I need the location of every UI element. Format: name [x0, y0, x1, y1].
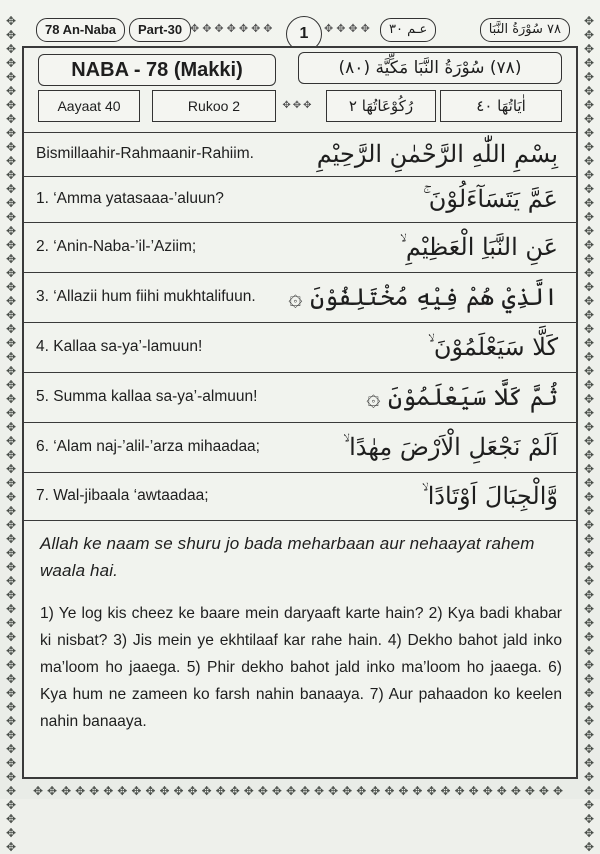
verse-arabic: ثُمَّ كَلَّا سَيَعْلَمُوْنَ ۞: [366, 383, 558, 411]
surah-title-block: [24, 48, 576, 133]
verse-arabic: كَلَّا سَيَعْلَمُوْنَ ۙ: [427, 333, 558, 361]
verse-arabic: عَنِ النَّبَاِ الْعَظِيْمِ ۙ: [399, 233, 558, 261]
surah-title-arabic: (٧٨) سُوْرَةُ النَّبَا مَكِّيَّة (٨٠): [298, 52, 562, 84]
part-number-arabic-pill: عـم ٣٠: [380, 18, 436, 42]
verse-arabic: وَّالْجِبَالَ اَوْتَادًا ۙ: [421, 482, 558, 510]
verse-transliteration: 1. ‘Amma yatasaaa-’aluun?: [36, 190, 224, 207]
surah-title-english: NABA - 78 (Makki): [38, 54, 276, 86]
verse-row: [24, 422, 576, 473]
left-ornament-border: ✥ ✥ ✥ ✥ ✥ ✥ ✥ ✥ ✥ ✥ ✥ ✥ ✥ ✥ ✥ ✥ ✥ ✥ ✥ ✥ ✥ ✥ ✥ ✥ ✥ ✥ ✥ ✥ ✥ ✥ ✥ ✥ ✥ ✥ ✥ ✥ ✥ ✥ ✥ ✥ ✥ ✥ ✥ ✥ ✥ ✥ ✥ ✥ ✥ ✥ ✥ ✥ ✥ ✥ ✥ ✥ ✥ ✥ ✥ ✥: [5, 14, 17, 854]
page-number: 1: [286, 16, 322, 52]
title-ornament: ✥✥✥: [282, 100, 314, 111]
verse-row: [24, 222, 576, 273]
translation-section: [40, 530, 562, 735]
running-header: [22, 16, 578, 44]
verse-transliteration: 4. Kallaa sa-ya’-lamuun!: [36, 338, 203, 355]
verse-arabic: عَمَّ يَتَسَآءَلُوْنَ ۚ: [422, 185, 558, 213]
header-ornament-right: ✥✥✥✥: [324, 22, 373, 35]
verse-row: [24, 322, 576, 373]
bottom-ornament-border: ✥✥✥✥✥✥✥✥✥✥✥✥✥✥✥✥✥✥✥✥✥✥✥✥✥✥✥✥✥✥✥✥✥✥✥✥✥✥: [32, 784, 568, 798]
bismillah-arabic: بِسْمِ اللّٰهِ الرَّحْمٰنِ الرَّحِيْمِ: [316, 140, 558, 168]
verse-transliteration: 7. Wal-jibaala ‘awtaadaa;: [36, 487, 209, 504]
bismillah-transliteration: Bismillaahir-Rahmaanir-Rahiim.: [36, 145, 254, 162]
header-ornament-left: ✥✥✥✥✥✥✥: [190, 22, 276, 35]
right-ornament-border: ✥ ✥ ✥ ✥ ✥ ✥ ✥ ✥ ✥ ✥ ✥ ✥ ✥ ✥ ✥ ✥ ✥ ✥ ✥ ✥ ✥ ✥ ✥ ✥ ✥ ✥ ✥ ✥ ✥ ✥ ✥ ✥ ✥ ✥ ✥ ✥ ✥ ✥ ✥ ✥ ✥ ✥ ✥ ✥ ✥ ✥ ✥ ✥ ✥ ✥ ✥ ✥ ✥ ✥ ✥ ✥ ✥ ✥ ✥ ✥: [583, 14, 595, 854]
verse-transliteration: 3. ‘Allazii hum fiihi mukhtalifuun.: [36, 288, 256, 305]
verse-row: [24, 372, 576, 423]
surah-name-arabic-pill: ٧٨ سُوْرَةُ النَّبَا: [480, 18, 570, 42]
part-number-pill: Part-30: [129, 18, 191, 42]
verse-row: [24, 176, 576, 223]
bismillah-translation: Allah ke naam se shuru jo bada meharbaan aur nehaayat rahem waala hai.: [40, 534, 535, 580]
content-frame: [22, 46, 578, 779]
verse-row: [24, 472, 576, 521]
surah-name-pill: 78 An-Naba: [36, 18, 125, 42]
verses-translation: 1) Ye log kis cheez ke baare mein daryaaft karte hain? 2) Kya badi khabar ki nisbat? 3) Jis mein ye ekhtilaaf kar rahe hain. 4) Dekho bahot jald inko ma’loom ho jaaega. 5) Phir dekho bahot jald inko ma’loom ho jaaega. 6) Kya hum ne zameen ko farsh nahin banaaya. 7) Aur pahaadon ko keelen nahin banaaya.: [40, 605, 562, 730]
rukoo-count-arabic: رُكُوْعَاتُهَا ٢: [326, 90, 436, 122]
verse-transliteration: 2. ‘Anin-Naba-’il-’Aziim;: [36, 238, 197, 255]
verse-transliteration: 5. Summa kallaa sa-ya’-almuun!: [36, 388, 258, 405]
verse-row: [24, 272, 576, 323]
verse-arabic: اَلَمْ نَجْعَلِ الْاَرْضَ مِهٰدًا ۙ: [343, 433, 558, 461]
aayaat-count-english: Aayaat 40: [38, 90, 140, 122]
aayaat-count-arabic: اٰيَاتُهَا ٤٠: [440, 90, 562, 122]
rukoo-count-english: Rukoo 2: [152, 90, 276, 122]
verse-arabic: الَّذِيْ هُمْ فِيْهِ مُخْتَلِفُوْنَ ۞: [288, 283, 558, 311]
verse-transliteration: 6. ‘Alam naj-’alil-’arza mihaadaa;: [36, 438, 260, 455]
bismillah-row: [24, 132, 576, 177]
